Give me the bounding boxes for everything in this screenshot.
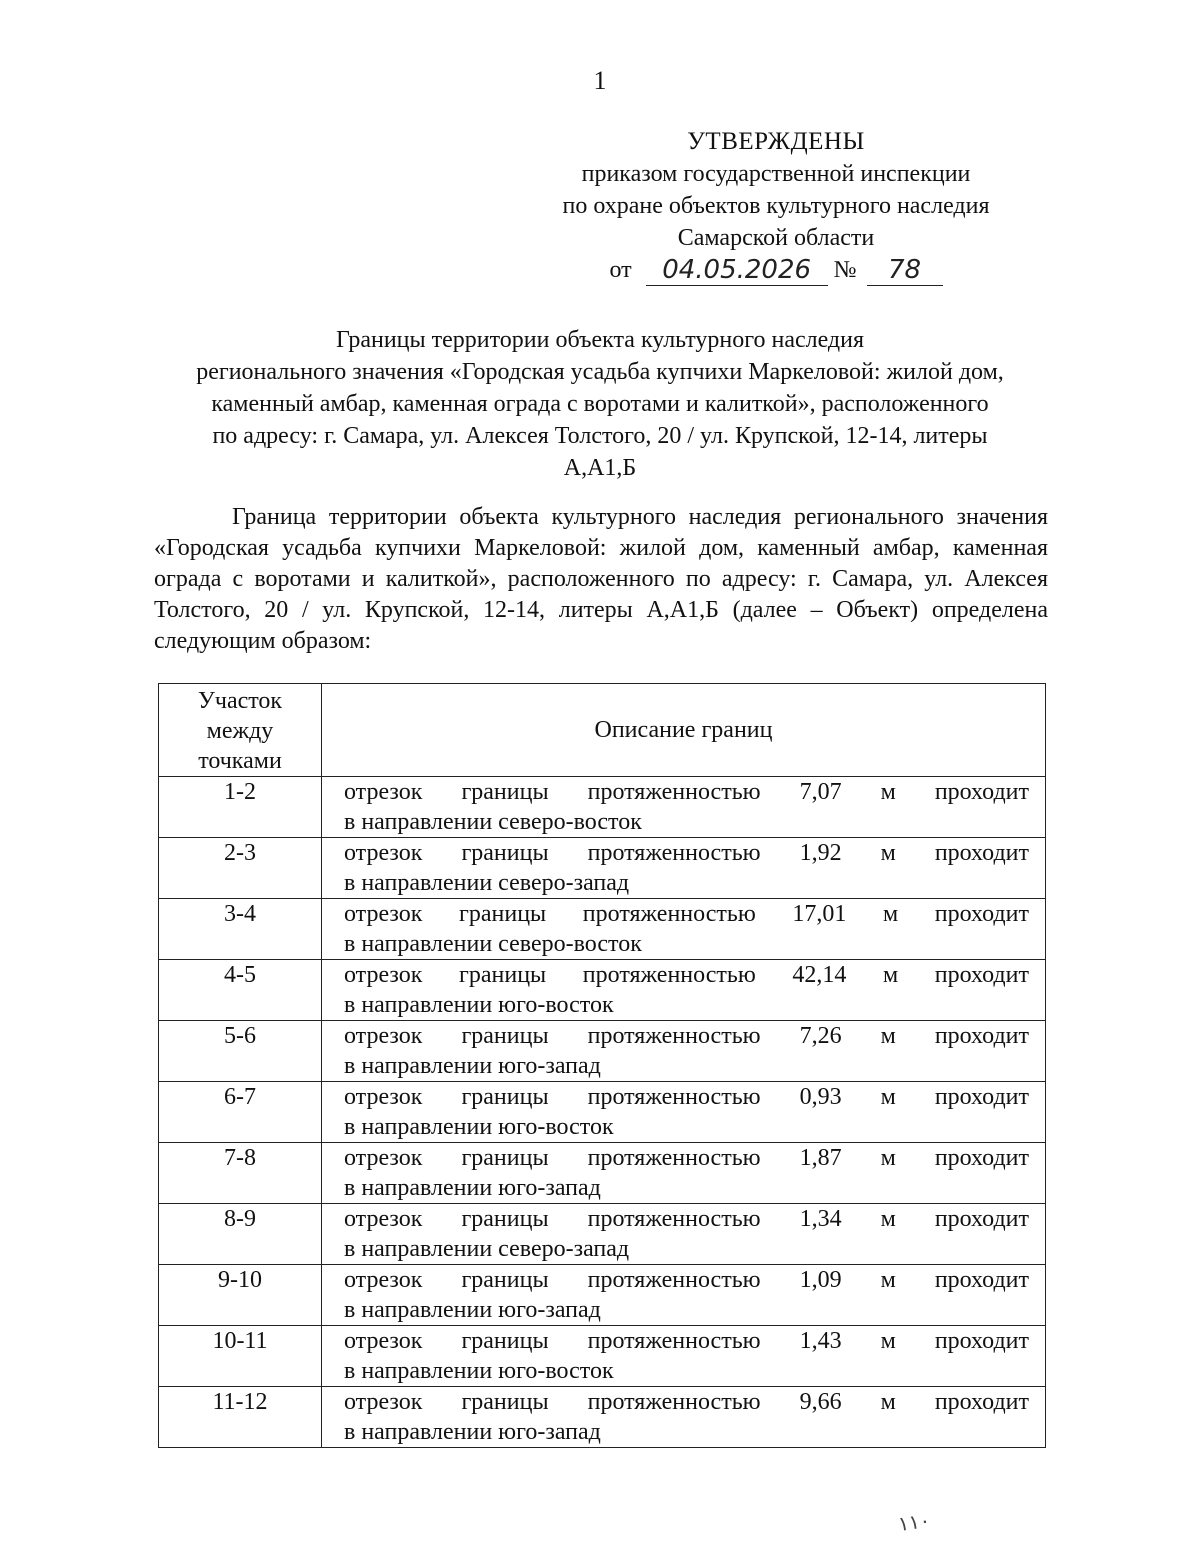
segment-cell: 3-4 <box>159 899 322 960</box>
description-word: проходит <box>934 1267 1029 1293</box>
description-word: границы <box>461 1389 549 1415</box>
description-word: отрезок <box>344 1267 423 1293</box>
header-segment-line: Участок <box>197 688 283 714</box>
description-word: протяженностью <box>587 1328 761 1354</box>
description-line <box>344 1021 1029 1051</box>
description-line <box>344 899 1029 929</box>
length-unit: м <box>882 962 899 988</box>
header-segment <box>159 684 322 777</box>
description-word: протяженностью <box>587 779 761 805</box>
length-value: 0,93 <box>799 1084 842 1110</box>
header-segment-line: между <box>206 718 274 744</box>
description-cell <box>322 838 1046 899</box>
length-unit: м <box>880 1267 896 1293</box>
description-word: проходит <box>934 1023 1029 1049</box>
description-cell <box>322 899 1046 960</box>
description-cell <box>322 1204 1046 1265</box>
table-row <box>159 777 1046 838</box>
description-line <box>344 1326 1029 1356</box>
table-row <box>159 1082 1046 1143</box>
description-word: границы <box>461 1267 549 1293</box>
boundaries-table <box>158 683 1046 1448</box>
description-word: границы <box>461 1328 549 1354</box>
description-cell <box>322 1082 1046 1143</box>
description-word: проходит <box>934 962 1029 988</box>
description-word: отрезок <box>344 779 423 805</box>
description-cell <box>322 1387 1046 1448</box>
description-word: границы <box>461 1206 549 1232</box>
segment-cell: 4-5 <box>159 960 322 1021</box>
description-word: границы <box>461 1145 549 1171</box>
document-title <box>120 324 1080 484</box>
number-prefix: № <box>833 257 857 283</box>
length-value: 1,43 <box>799 1328 842 1354</box>
description-word: проходит <box>934 1389 1029 1415</box>
table-row <box>159 1326 1046 1387</box>
table-row <box>159 1143 1046 1204</box>
description-word: границы <box>461 840 549 866</box>
description-line <box>344 1387 1029 1417</box>
length-unit: м <box>880 1328 896 1354</box>
description-word: протяженностью <box>587 1145 761 1171</box>
description-word: протяженностью <box>587 1023 761 1049</box>
description-word: отрезок <box>344 1328 423 1354</box>
description-word: протяженностью <box>587 840 761 866</box>
description-line <box>344 777 1029 807</box>
length-unit: м <box>880 840 896 866</box>
table-row <box>159 1387 1046 1448</box>
description-word: проходит <box>934 901 1029 927</box>
direction-text: в направлении юго-восток <box>344 1358 614 1384</box>
description-word: проходит <box>934 840 1029 866</box>
description-cell <box>322 1265 1046 1326</box>
approval-block <box>520 126 1032 286</box>
description-word: протяженностью <box>587 1206 761 1232</box>
title-line: каменный амбар, каменная ограда с воротами и калиткой», расположенного <box>211 391 989 417</box>
description-word: протяженностью <box>582 901 756 927</box>
description-line <box>344 1265 1029 1295</box>
direction-text: в направлении юго-восток <box>344 1114 614 1140</box>
title-line: по адресу: г. Самара, ул. Алексея Толстого, 20 / ул. Крупской, 12-14, литеры <box>212 423 988 449</box>
title-line: Границы территории объекта культурного наследия <box>335 327 865 353</box>
description-cell <box>322 1143 1046 1204</box>
segment-cell: 1-2 <box>159 777 322 838</box>
length-value: 1,09 <box>799 1267 842 1293</box>
header-description: Описание границ <box>322 684 1046 777</box>
description-word: отрезок <box>344 1023 423 1049</box>
length-value: 9,66 <box>799 1389 842 1415</box>
approval-dateline <box>520 254 1032 286</box>
segment-cell: 2-3 <box>159 838 322 899</box>
length-unit: м <box>880 1084 896 1110</box>
description-word: границы <box>461 1023 549 1049</box>
handwritten-mark: ١١٠ <box>896 1507 932 1537</box>
description-word: отрезок <box>344 1145 423 1171</box>
direction-text: в направлении юго-запад <box>344 1419 601 1445</box>
description-word: проходит <box>934 1084 1029 1110</box>
direction-text: в направлении северо-восток <box>344 931 642 957</box>
table-row <box>159 1265 1046 1326</box>
description-word: проходит <box>934 1328 1029 1354</box>
description-word: границы <box>459 962 547 988</box>
description-word: отрезок <box>344 962 423 988</box>
page-number: 1 <box>593 66 607 95</box>
segment-cell: 6-7 <box>159 1082 322 1143</box>
approval-heading: УТВЕРЖДЕНЫ <box>687 128 865 155</box>
description-word: отрезок <box>344 1206 423 1232</box>
segment-cell: 10-11 <box>159 1326 322 1387</box>
direction-text: в направлении юго-восток <box>344 992 614 1018</box>
direction-text: в направлении юго-запад <box>344 1297 601 1323</box>
approval-line: по охране объектов культурного наследия <box>562 193 990 219</box>
description-word: проходит <box>934 1206 1029 1232</box>
segment-cell: 9-10 <box>159 1265 322 1326</box>
length-unit: м <box>880 1206 896 1232</box>
date-prefix: от <box>609 257 632 283</box>
length-value: 7,26 <box>799 1023 842 1049</box>
description-line <box>344 838 1029 868</box>
table-row <box>159 1021 1046 1082</box>
table-row <box>159 1204 1046 1265</box>
description-word: отрезок <box>344 1389 423 1415</box>
table-row <box>159 838 1046 899</box>
direction-text: в направлении северо-восток <box>344 809 642 835</box>
table-header-row <box>159 684 1046 777</box>
approval-line: приказом государственной инспекции <box>581 161 971 187</box>
direction-text: в направлении юго-запад <box>344 1175 601 1201</box>
description-line <box>344 1082 1029 1112</box>
length-unit: м <box>880 1023 896 1049</box>
title-line: регионального значения «Городская усадьба купчихи Маркеловой: жилой дом, <box>196 359 1004 385</box>
description-word: границы <box>459 901 547 927</box>
segment-cell: 11-12 <box>159 1387 322 1448</box>
length-value: 1,87 <box>799 1145 842 1171</box>
title-line: А,А1,Б <box>563 455 637 481</box>
description-cell <box>322 1021 1046 1082</box>
description-word: проходит <box>934 1145 1029 1171</box>
table-row <box>159 899 1046 960</box>
description-word: протяженностью <box>582 962 756 988</box>
approval-line: Самарской области <box>677 225 875 251</box>
length-value: 17,01 <box>792 901 847 927</box>
length-value: 1,34 <box>799 1206 842 1232</box>
table-row <box>159 960 1046 1021</box>
description-word: протяженностью <box>587 1084 761 1110</box>
description-word: проходит <box>934 779 1029 805</box>
length-unit: м <box>882 901 899 927</box>
length-unit: м <box>880 1145 896 1171</box>
description-word: границы <box>461 1084 549 1110</box>
description-cell <box>322 777 1046 838</box>
description-word: протяженностью <box>587 1389 761 1415</box>
segment-cell: 7-8 <box>159 1143 322 1204</box>
segment-cell: 5-6 <box>159 1021 322 1082</box>
description-word: границы <box>461 779 549 805</box>
table-body <box>159 777 1046 1448</box>
direction-text: в направлении северо-запад <box>344 870 630 896</box>
description-word: отрезок <box>344 1084 423 1110</box>
intro-paragraph: Граница территории объекта культурного наследия регионального значения «Городская усадьба купчихи Маркеловой: жилой дом, каменный амбар, каменная ограда с воротами и калиткой», расположенного по адресу: г. Самара, ул. Алексея Толстого, 20 / ул. Крупской, 12-14, литеры А,А1,Б (далее – Объект) определена следующим образом: <box>154 504 1048 654</box>
description-word: отрезок <box>344 901 423 927</box>
length-value: 7,07 <box>799 779 842 805</box>
length-unit: м <box>880 1389 896 1415</box>
date-field: 04.05.2026 <box>646 255 828 286</box>
length-value: 42,14 <box>792 962 847 988</box>
description-cell <box>322 960 1046 1021</box>
length-unit: м <box>880 779 896 805</box>
header-segment-line: точками <box>198 748 282 774</box>
description-line <box>344 1204 1029 1234</box>
description-word: протяженностью <box>587 1267 761 1293</box>
description-cell <box>322 1326 1046 1387</box>
segment-cell: 8-9 <box>159 1204 322 1265</box>
description-word: отрезок <box>344 840 423 866</box>
description-line <box>344 1143 1029 1173</box>
description-line <box>344 960 1029 990</box>
number-field: 78 <box>867 255 943 286</box>
direction-text: в направлении северо-запад <box>344 1236 630 1262</box>
direction-text: в направлении юго-запад <box>344 1053 601 1079</box>
length-value: 1,92 <box>799 840 842 866</box>
